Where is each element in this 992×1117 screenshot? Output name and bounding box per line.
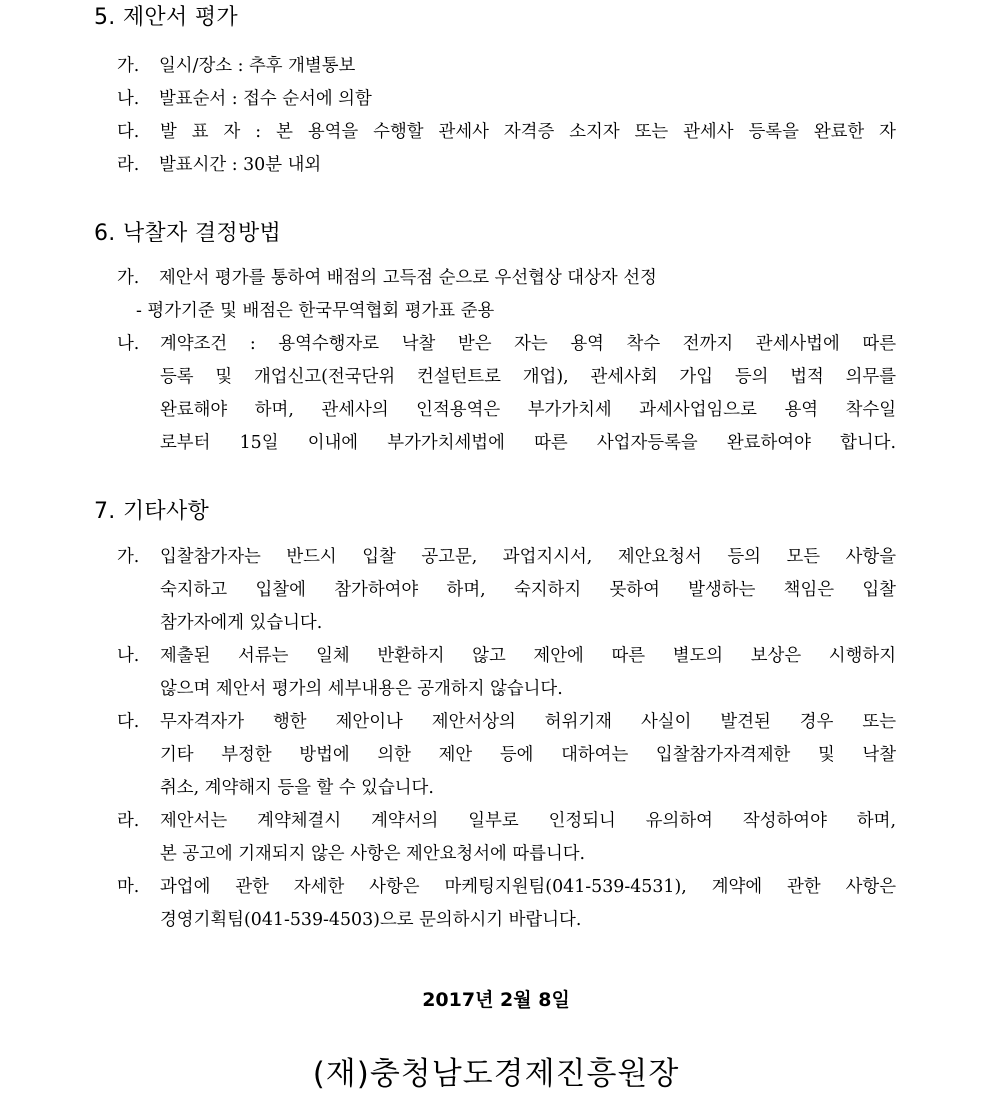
item-text: 제안서 평가를 통하여 배점의 고득점 순으로 우선협상 대상자 선정 bbox=[159, 268, 657, 288]
item-text-line: 입찰참가자는 반드시 입찰 공고문, 과업지시서, 제안요청서 등의 모든 사항을 bbox=[160, 547, 896, 567]
item-text: 일시/장소 : 추후 개별통보 bbox=[159, 56, 356, 76]
item-text: 발표순서 : 접수 순서에 의함 bbox=[159, 89, 372, 109]
item-text-line: 경영기획팀(041-539-4503)으로 문의하시기 바랍니다. bbox=[160, 910, 582, 930]
section-5-item bbox=[117, 119, 159, 145]
section-7-title: 7. 기타사항 bbox=[94, 499, 210, 524]
item-text-line: 과업에 관한 자세한 사항은 마케팅지원팀(041-539-4531), 계약에 관한 사항은 bbox=[160, 877, 896, 897]
item-text-line: 로부터 15일 이내에 부가가치세법에 따른 사업자등록을 완료하여야 합니다. bbox=[160, 433, 896, 453]
item-marker: 나. bbox=[117, 646, 140, 666]
item-text-line: 기타 부정한 방법에 의한 제안 등에 대하여는 입찰참가자격제한 및 낙찰 bbox=[160, 745, 896, 765]
section-5-title: 5. 제안서 평가 bbox=[94, 5, 238, 30]
section-7-item bbox=[117, 544, 159, 570]
section-6-item bbox=[117, 331, 159, 357]
item-text-line: 취소, 계약해지 등을 할 수 있습니다. bbox=[160, 778, 434, 798]
item-marker: 가. bbox=[117, 56, 140, 76]
item-text: 발 표 자 : 본 용역을 수행할 관세사 자격증 소지자 또는 관세사 등록을 완료한 자 bbox=[160, 122, 896, 142]
sub-item-text: - 평가기준 및 배점은 한국무역협회 평가표 준용 bbox=[136, 301, 495, 321]
section-7-item bbox=[117, 643, 159, 669]
item-text-line: 본 공고에 기재되지 않은 사항은 제안요청서에 따릅니다. bbox=[160, 844, 586, 864]
item-marker: 다. bbox=[117, 122, 140, 142]
section-6-title: 6. 낙찰자 결정방법 bbox=[94, 221, 282, 246]
section-5-item bbox=[117, 152, 321, 178]
item-marker: 마. bbox=[117, 877, 140, 897]
item-text-line: 무자격자가 행한 제안이나 제안서상의 허위기재 사실이 발견된 경우 또는 bbox=[160, 712, 896, 732]
item-text-line: 참가자에게 있습니다. bbox=[160, 613, 323, 633]
item-text-line: 완료해야 하며, 관세사의 인적용역은 부가가치세 과세사업임으로 용역 착수일 bbox=[160, 400, 896, 420]
item-marker: 가. bbox=[117, 268, 140, 288]
notice-date: 2017년 2월 8일 bbox=[422, 989, 570, 1011]
section-7-item bbox=[117, 808, 159, 834]
item-marker: 다. bbox=[117, 712, 140, 732]
item-marker: 나. bbox=[117, 89, 140, 109]
item-text-line: 않으며 제안서 평가의 세부내용은 공개하지 않습니다. bbox=[160, 679, 563, 699]
section-5-item bbox=[117, 86, 372, 112]
item-marker: 라. bbox=[117, 155, 140, 175]
section-7-item bbox=[117, 874, 159, 900]
section-6-item bbox=[117, 265, 657, 291]
item-text-line: 숙지하고 입찰에 참가하여야 하며, 숙지하지 못하여 발생하는 책임은 입찰 bbox=[160, 580, 896, 600]
item-text-line: 제안서는 계약체결시 계약서의 일부로 인정되니 유의하여 작성하여야 하며, bbox=[160, 811, 896, 831]
section-7-item bbox=[117, 709, 159, 735]
section-5-item bbox=[117, 53, 355, 79]
item-text: 발표시간 : 30분 내외 bbox=[159, 155, 322, 175]
issuer-name: (재)충청남도경제진흥원장 bbox=[312, 1056, 680, 1092]
item-marker: 가. bbox=[117, 547, 140, 567]
item-text-line: 계약조건 : 용역수행자로 낙찰 받은 자는 용역 착수 전까지 관세사법에 따른 bbox=[160, 334, 896, 354]
item-text-line: 등록 및 개업신고(전국단위 컨설턴트로 개업), 관세사회 가입 등의 법적 의무를 bbox=[160, 367, 896, 387]
item-marker: 나. bbox=[117, 334, 140, 354]
item-text-line: 제출된 서류는 일체 반환하지 않고 제안에 따른 별도의 보상은 시행하지 bbox=[160, 646, 896, 666]
item-marker: 라. bbox=[117, 811, 140, 831]
